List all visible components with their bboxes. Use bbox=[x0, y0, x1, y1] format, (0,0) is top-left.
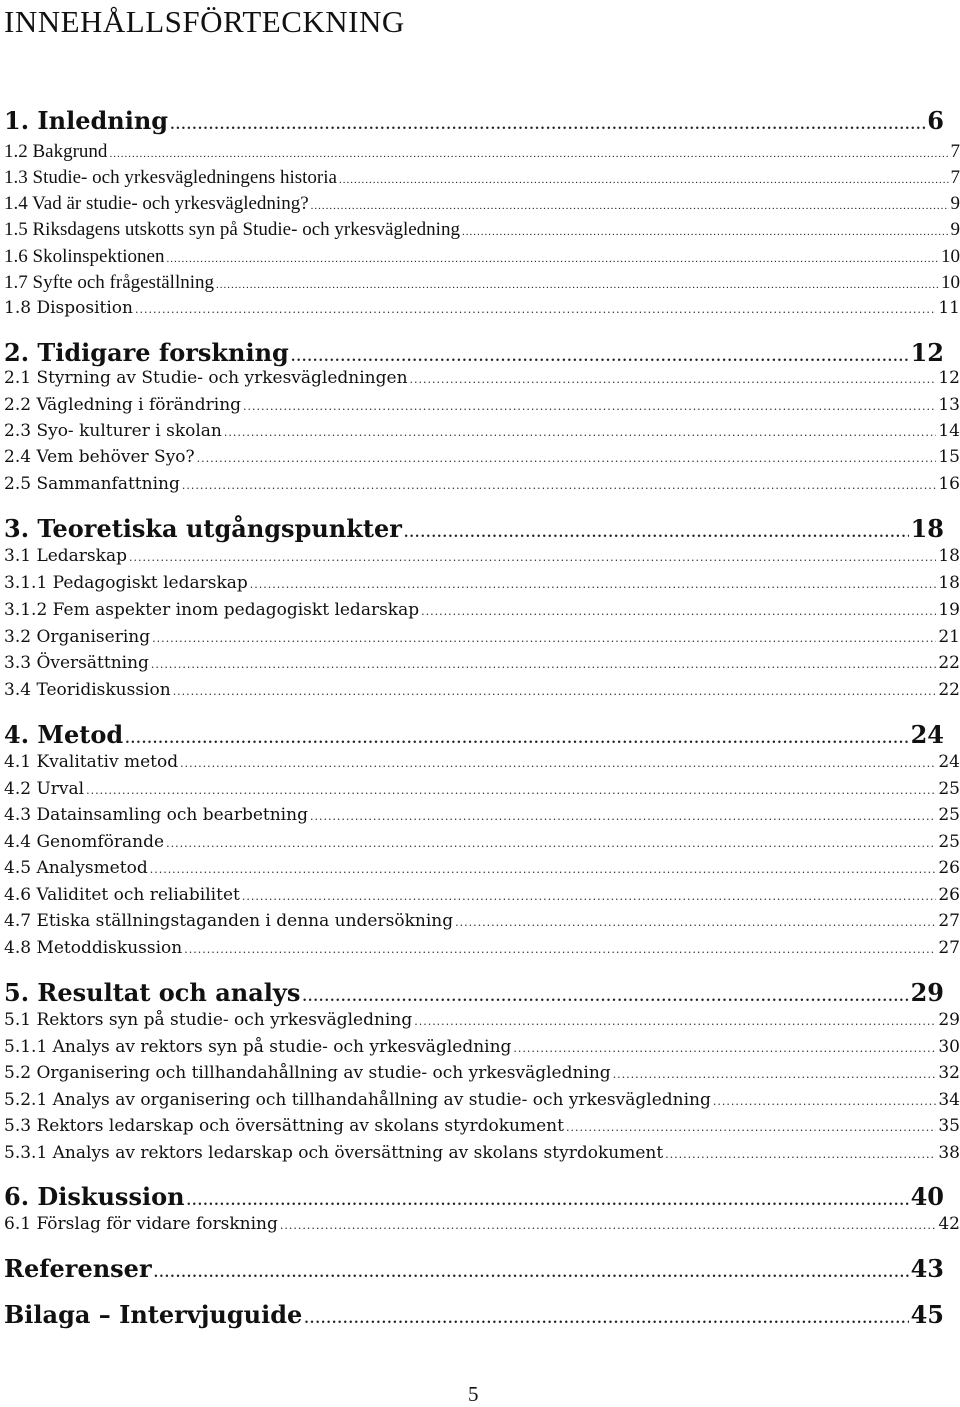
toc-entry-title: 4.7 Etiska ställningstaganden i denna undersökning bbox=[4, 911, 453, 931]
toc-entry[interactable] bbox=[4, 779, 960, 799]
toc-heading-entry[interactable] bbox=[4, 720, 944, 749]
toc-entry-page: 11 bbox=[938, 298, 960, 318]
toc-entry-page: 12 bbox=[911, 338, 944, 367]
toc-entry-title: 1.7 Syfte och frågeställning bbox=[4, 272, 214, 294]
toc-entry-title: 2.4 Vem behöver Syo? bbox=[4, 447, 195, 467]
toc-entry-page: 25 bbox=[938, 805, 960, 825]
dot-leader bbox=[302, 990, 908, 1005]
dot-leader bbox=[250, 578, 937, 591]
toc-entry-page: 7 bbox=[951, 167, 960, 189]
dot-leader bbox=[304, 1312, 908, 1327]
toc-entry-page: 22 bbox=[938, 653, 960, 673]
dot-leader bbox=[613, 1068, 937, 1081]
toc-entry[interactable] bbox=[4, 858, 960, 878]
toc-entry-page: 7 bbox=[951, 141, 960, 163]
dot-leader bbox=[713, 1095, 936, 1108]
toc-entry-title: 5.1 Rektors syn på studie- och yrkesvägledning bbox=[4, 1010, 412, 1030]
toc-entry[interactable] bbox=[4, 272, 960, 294]
toc-entry[interactable] bbox=[4, 680, 960, 700]
toc-entry-page: 18 bbox=[938, 573, 960, 593]
dot-leader bbox=[86, 784, 936, 797]
toc-heading-entry[interactable] bbox=[4, 978, 944, 1007]
toc-entry-page: 21 bbox=[938, 627, 960, 647]
toc-entry[interactable] bbox=[4, 885, 960, 905]
toc-entry-title: 2.1 Styrning av Studie- och yrkesvägledningen bbox=[4, 368, 408, 388]
toc-entry-page: 35 bbox=[938, 1116, 960, 1136]
toc-entry[interactable] bbox=[4, 1063, 960, 1083]
toc-entry-page: 24 bbox=[938, 752, 960, 772]
dot-leader bbox=[150, 863, 937, 876]
dot-leader bbox=[455, 916, 936, 929]
toc-entry-title: 3.1.1 Pedagogiskt ledarskap bbox=[4, 573, 248, 593]
toc-entry[interactable] bbox=[4, 193, 960, 215]
toc-heading-entry[interactable] bbox=[4, 106, 944, 135]
toc-entry[interactable] bbox=[4, 752, 960, 772]
toc-entry-title: 6. Diskussion bbox=[4, 1182, 185, 1211]
toc-entry[interactable] bbox=[4, 546, 960, 566]
dot-leader bbox=[135, 303, 936, 316]
toc-entry-page: 19 bbox=[938, 600, 960, 620]
toc-entry-title: Referenser bbox=[4, 1254, 152, 1283]
dot-leader bbox=[184, 943, 936, 956]
toc-entry[interactable] bbox=[4, 368, 960, 388]
dot-leader bbox=[166, 253, 939, 265]
toc-entry-title: 4.3 Datainsamling och bearbetning bbox=[4, 805, 308, 825]
toc-entry-title: 3.2 Organisering bbox=[4, 627, 150, 647]
toc-entry-page: 14 bbox=[938, 421, 960, 441]
toc-entry[interactable] bbox=[4, 1116, 960, 1136]
toc-entry-title: 1.2 Bakgrund bbox=[4, 141, 107, 163]
dot-leader bbox=[180, 757, 936, 770]
dot-leader bbox=[242, 890, 937, 903]
toc-entry-title: 3.4 Teoridiskussion bbox=[4, 680, 171, 700]
dot-leader bbox=[513, 1042, 936, 1055]
dot-leader bbox=[154, 1266, 909, 1281]
toc-heading-entry[interactable] bbox=[4, 1182, 944, 1211]
dot-leader bbox=[665, 1148, 936, 1161]
dot-leader bbox=[410, 373, 937, 386]
toc-entry-page: 42 bbox=[938, 1214, 960, 1234]
toc-entry-page: 25 bbox=[938, 779, 960, 799]
toc-entry-title: 2. Tidigare forskning bbox=[4, 338, 289, 367]
dot-leader bbox=[170, 118, 925, 133]
toc-entry-title: 2.3 Syo- kulturer i skolan bbox=[4, 421, 222, 441]
dot-leader bbox=[291, 350, 909, 365]
toc-entry[interactable] bbox=[4, 447, 960, 467]
toc-entry[interactable] bbox=[4, 246, 960, 268]
toc-entry[interactable] bbox=[4, 298, 960, 318]
toc-entry-title: 5.2 Organisering och tillhandahållning av studie- och yrkesvägledning bbox=[4, 1063, 611, 1083]
toc-entry[interactable] bbox=[4, 938, 960, 958]
toc-entry-page: 30 bbox=[938, 1037, 960, 1057]
toc-entry[interactable] bbox=[4, 600, 960, 620]
toc-entry-page: 22 bbox=[938, 680, 960, 700]
toc-entry-page: 26 bbox=[938, 858, 960, 878]
dot-leader bbox=[166, 837, 936, 850]
dot-leader bbox=[414, 1015, 936, 1028]
toc-entry-title: 3. Teoretiska utgångspunkter bbox=[4, 514, 402, 543]
dot-leader bbox=[173, 685, 937, 698]
toc-entry-title: 5.1.1 Analys av rektors syn på studie- och yrkesvägledning bbox=[4, 1037, 511, 1057]
dot-leader bbox=[339, 174, 949, 186]
toc-entry-title: 5.2.1 Analys av organisering och tillhandahållning av studie- och yrkesvägledning bbox=[4, 1090, 711, 1110]
dot-leader bbox=[129, 551, 936, 564]
toc-entry-page: 6 bbox=[927, 106, 944, 135]
toc-entry-page: 15 bbox=[938, 447, 960, 467]
toc-entry-page: 26 bbox=[938, 885, 960, 905]
dot-leader bbox=[125, 732, 908, 747]
toc-entry-title: 6.1 Förslag för vidare forskning bbox=[4, 1214, 278, 1234]
toc-entry-page: 13 bbox=[938, 395, 960, 415]
dot-leader bbox=[197, 452, 937, 465]
toc-entry[interactable] bbox=[4, 911, 960, 931]
toc-entry-title: 2.2 Vägledning i förändring bbox=[4, 395, 241, 415]
toc-entry-title: 4.2 Urval bbox=[4, 779, 84, 799]
toc-entry[interactable] bbox=[4, 805, 960, 825]
toc-entry-page: 40 bbox=[911, 1182, 944, 1211]
dot-leader bbox=[280, 1219, 937, 1232]
toc-entry-title: 1.8 Disposition bbox=[4, 298, 133, 318]
toc-entry-page: 45 bbox=[911, 1300, 944, 1329]
toc-heading-entry[interactable] bbox=[4, 514, 944, 543]
toc-entry-page: 29 bbox=[911, 978, 944, 1007]
toc-entry[interactable] bbox=[4, 421, 960, 441]
toc-entry-page: 10 bbox=[941, 246, 960, 268]
toc-entry-page: 10 bbox=[941, 272, 960, 294]
dot-leader bbox=[421, 605, 936, 618]
toc-entry[interactable] bbox=[4, 653, 960, 673]
toc-entry-title: 4. Metod bbox=[4, 720, 123, 749]
dot-leader bbox=[462, 226, 949, 238]
page-title: INNEHÅLLSFÖRTECKNING bbox=[4, 4, 405, 40]
toc-entry-page: 27 bbox=[938, 938, 960, 958]
toc-entry-title: 1.5 Riksdagens utskotts syn på Studie- och yrkesvägledning bbox=[4, 219, 460, 241]
toc-entry-page: 34 bbox=[938, 1090, 960, 1110]
toc-entry-title: 1.3 Studie- och yrkesvägledningens historia bbox=[4, 167, 337, 189]
dot-leader bbox=[224, 426, 936, 439]
toc-entry[interactable] bbox=[4, 219, 960, 241]
toc-entry[interactable] bbox=[4, 395, 960, 415]
toc-entry-title: 3.1.2 Fem aspekter inom pedagogiskt ledarskap bbox=[4, 600, 419, 620]
toc-entry-page: 43 bbox=[911, 1254, 944, 1283]
toc-entry-page: 16 bbox=[938, 474, 960, 494]
toc-entry-page: 18 bbox=[911, 514, 944, 543]
toc-entry-title: 3.3 Översättning bbox=[4, 653, 149, 673]
toc-entry[interactable] bbox=[4, 1143, 960, 1163]
toc-entry[interactable] bbox=[4, 1010, 960, 1030]
dot-leader bbox=[310, 810, 936, 823]
toc-entry-page: 27 bbox=[938, 911, 960, 931]
dot-leader bbox=[243, 400, 936, 413]
toc-entry-title: 3.1 Ledarskap bbox=[4, 546, 127, 566]
dot-leader bbox=[566, 1121, 936, 1134]
toc-entry-page: 9 bbox=[951, 193, 960, 215]
toc-entry-title: 4.4 Genomförande bbox=[4, 832, 164, 852]
toc-entry-title: 4.1 Kvalitativ metod bbox=[4, 752, 178, 772]
toc-entry[interactable] bbox=[4, 1037, 960, 1057]
toc-entry-title: 1. Inledning bbox=[4, 106, 168, 135]
dot-leader bbox=[404, 526, 909, 541]
toc-entry-page: 32 bbox=[938, 1063, 960, 1083]
dot-leader bbox=[187, 1194, 909, 1209]
toc-entry[interactable] bbox=[4, 474, 960, 494]
toc-entry-title: 5.3 Rektors ledarskap och översättning av skolans styrdokument bbox=[4, 1116, 564, 1136]
toc-entry-title: 4.5 Analysmetod bbox=[4, 858, 148, 878]
toc-entry-page: 38 bbox=[938, 1143, 960, 1163]
dot-leader bbox=[182, 479, 937, 492]
toc-entry[interactable] bbox=[4, 141, 960, 163]
toc-entry-page: 9 bbox=[951, 219, 960, 241]
toc-heading-entry[interactable] bbox=[4, 1254, 944, 1283]
toc-entry-title: 4.8 Metoddiskussion bbox=[4, 938, 182, 958]
toc-entry-page: 24 bbox=[911, 720, 944, 749]
toc-entry-title: 5.3.1 Analys av rektors ledarskap och översättning av skolans styrdokument bbox=[4, 1143, 663, 1163]
toc-entry-title: 4.6 Validitet och reliabilitet bbox=[4, 885, 240, 905]
toc-entry-title: 5. Resultat och analys bbox=[4, 978, 300, 1007]
toc-entry[interactable] bbox=[4, 832, 960, 852]
toc-entry[interactable] bbox=[4, 1090, 960, 1110]
toc-entry-page: 25 bbox=[938, 832, 960, 852]
dot-leader bbox=[151, 658, 936, 671]
dot-leader bbox=[109, 148, 948, 160]
dot-leader bbox=[152, 632, 936, 645]
toc-heading-entry[interactable] bbox=[4, 338, 944, 367]
toc-entry-page: 29 bbox=[938, 1010, 960, 1030]
toc-entry-page: 12 bbox=[938, 368, 960, 388]
toc-entry-title: Bilaga – Intervjuguide bbox=[4, 1300, 302, 1329]
toc-entry-page: 18 bbox=[938, 546, 960, 566]
toc-entry[interactable] bbox=[4, 627, 960, 647]
toc-heading-entry[interactable] bbox=[4, 1300, 944, 1329]
toc-entry-title: 2.5 Sammanfattning bbox=[4, 474, 180, 494]
toc-entry-title: 1.4 Vad är studie- och yrkesvägledning? bbox=[4, 193, 309, 215]
toc-entry-title: 1.6 Skolinspektionen bbox=[4, 246, 164, 268]
toc-entry[interactable] bbox=[4, 1214, 960, 1234]
dot-leader bbox=[311, 200, 949, 212]
dot-leader bbox=[216, 279, 939, 291]
toc-entry[interactable] bbox=[4, 167, 960, 189]
page-number: 5 bbox=[468, 1382, 479, 1407]
toc-entry[interactable] bbox=[4, 573, 960, 593]
